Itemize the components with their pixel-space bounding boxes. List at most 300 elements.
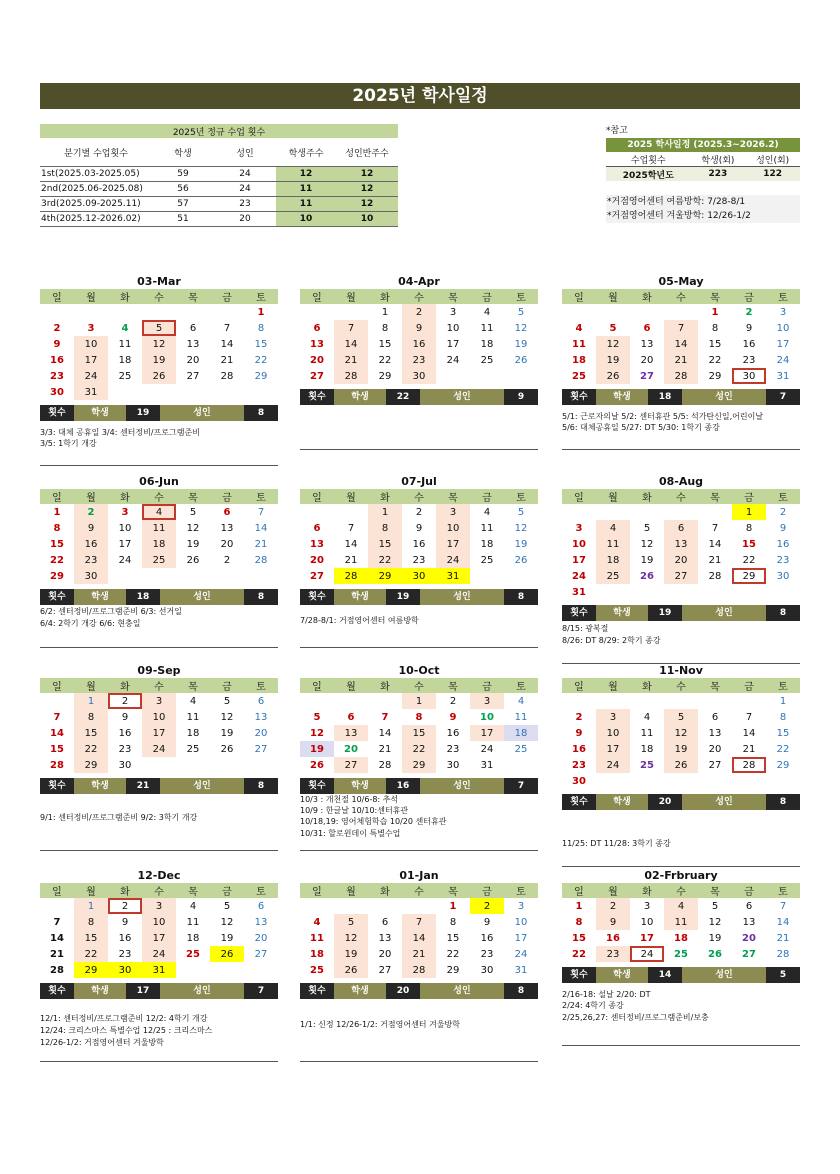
day-cell: 2: [74, 504, 108, 520]
weekday-label: 금: [732, 489, 766, 504]
day-cell: 13: [310, 538, 324, 550]
reference-label: *참고: [606, 126, 628, 136]
weekday-header-row: [562, 489, 800, 504]
day-cell: 1: [711, 306, 719, 318]
weekday-label: 월: [596, 883, 630, 898]
day-cell: 12: [142, 336, 176, 352]
section-divider: [300, 850, 538, 851]
table-cell: 10: [276, 212, 336, 227]
day-cell: 8: [449, 916, 457, 928]
day-cell: 27: [708, 759, 722, 771]
day-cell: 12: [640, 538, 654, 550]
week-row: [40, 757, 278, 773]
weekday-label: 화: [368, 883, 402, 898]
month-calendar: [562, 274, 800, 432]
month-notes: [562, 987, 800, 1045]
day-cell: 27: [310, 570, 324, 582]
weekday-label: 토: [504, 678, 538, 693]
week-row: [40, 930, 278, 946]
weekday-label: 목: [698, 678, 732, 693]
day-cell: 24: [480, 743, 494, 755]
table-cell: 10: [336, 212, 398, 227]
weekday-label: 일: [300, 489, 334, 504]
day-cell: 12: [334, 930, 368, 946]
day-cell: 5: [517, 506, 525, 518]
day-cell: 12: [596, 336, 630, 352]
empty-day-cell: [368, 898, 402, 914]
table-cell: 12: [336, 167, 398, 182]
summary-header: 성인: [236, 148, 254, 159]
student-label: 학생: [596, 605, 648, 621]
empty-day-cell: [698, 584, 732, 600]
day-cell: 8: [745, 522, 753, 534]
section-divider: [562, 449, 800, 450]
summary-header: 학생주수: [288, 148, 324, 159]
weekday-label: 일: [562, 883, 596, 898]
weekday-label: 일: [300, 883, 334, 898]
empty-day-cell: [108, 384, 142, 400]
weekday-label: 토: [504, 489, 538, 504]
day-cell: 25: [514, 743, 528, 755]
day-cell: 12: [220, 711, 234, 723]
table-cell: 11: [276, 197, 336, 212]
day-cell: 15: [50, 538, 64, 550]
adult-label: 성인: [682, 794, 766, 810]
day-cell: 11: [596, 536, 630, 552]
day-cell: 7: [745, 711, 753, 723]
student-count: 21: [126, 778, 160, 794]
day-cell: 26: [514, 554, 528, 566]
empty-day-cell: [664, 773, 698, 789]
weekday-label: 토: [244, 883, 278, 898]
event-note: 12/26-1/2: 거점영어센터 겨울방학: [40, 1038, 164, 1047]
empty-day-cell: [210, 304, 244, 320]
day-cell: 10: [74, 336, 108, 352]
day-cell: 15: [742, 538, 756, 550]
day-cell: 10: [446, 322, 460, 334]
weekday-header-row: [562, 678, 800, 693]
day-cell: 23: [118, 948, 132, 960]
empty-day-cell: [664, 584, 698, 600]
day-cell: 12: [664, 725, 698, 741]
adult-label: 성인: [160, 983, 244, 999]
reference-header: 학생(회): [701, 155, 735, 166]
day-cell: 1: [368, 504, 402, 520]
day-cell: 3: [779, 306, 787, 318]
day-cell: 6: [223, 506, 231, 518]
day-cell: 11: [640, 727, 654, 739]
month-calendar: [40, 274, 278, 448]
empty-day-cell: [176, 962, 210, 978]
weekday-label: 금: [210, 489, 244, 504]
day-cell: 14: [254, 522, 268, 534]
event-note: 10/31: 할로윈데이 특별수업: [300, 829, 401, 838]
day-cell: 22: [50, 554, 64, 566]
day-cell: 2: [108, 898, 142, 914]
week-row: [40, 898, 278, 914]
class-count-bar: [40, 778, 278, 794]
table-cell: 2nd(2025.06-2025.08): [40, 182, 152, 197]
day-cell: 26: [220, 743, 234, 755]
summary-header: 학생: [174, 148, 192, 159]
empty-day-cell: [176, 757, 210, 773]
weekday-label: 일: [300, 678, 334, 693]
day-cell: 16: [50, 354, 64, 366]
day-cell: 23: [412, 554, 426, 566]
empty-day-cell: [630, 304, 664, 320]
event-note: 9/1: 센터정비/프로그램준비 9/2: 3학기 개강: [40, 813, 198, 822]
table-cell: 12: [336, 182, 398, 197]
week-row: [562, 898, 800, 914]
day-cell: 4: [121, 322, 129, 334]
day-cell: 19: [220, 932, 234, 944]
weekday-label: 금: [732, 883, 766, 898]
weekday-label: 수: [402, 489, 436, 504]
day-cell: 13: [640, 338, 654, 350]
weekday-header-row: [300, 289, 538, 304]
week-row: [300, 552, 538, 568]
day-cell: 15: [708, 338, 722, 350]
day-cell: 20: [254, 932, 268, 944]
day-cell: 22: [74, 741, 108, 757]
month-grid: [40, 289, 278, 400]
week-row: [300, 520, 538, 536]
day-cell: 23: [446, 743, 460, 755]
table-row: [40, 167, 398, 182]
day-cell: 8: [257, 322, 265, 334]
day-cell: 6: [664, 520, 698, 536]
day-cell: 11: [664, 914, 698, 930]
month-notes: [562, 409, 800, 449]
week-row: [300, 930, 538, 946]
weekday-label: 토: [766, 289, 800, 304]
day-cell: 23: [480, 948, 494, 960]
day-cell: 1: [53, 506, 61, 518]
day-cell: 28: [776, 948, 790, 960]
day-cell: 10: [776, 322, 790, 334]
week-row: [300, 352, 538, 368]
day-cell: 27: [310, 370, 324, 382]
event-note: 6/2: 센터정비/프로그램준비 6/3: 선거일: [40, 607, 182, 616]
day-cell: 18: [480, 538, 494, 550]
day-cell: 16: [118, 932, 132, 944]
day-cell: 1: [381, 306, 389, 318]
day-cell: 7: [381, 711, 389, 723]
day-cell: 18: [596, 552, 630, 568]
day-cell: 4: [142, 504, 176, 520]
weekday-label: 토: [244, 678, 278, 693]
reference-header: 성인(회): [756, 155, 790, 166]
day-cell: 14: [50, 727, 64, 739]
week-row: [40, 352, 278, 368]
day-cell: 12: [220, 916, 234, 928]
day-cell: 18: [142, 536, 176, 552]
day-cell: 26: [334, 962, 368, 978]
day-cell: 22: [378, 354, 392, 366]
count-label: 횟수: [300, 589, 334, 605]
adult-count: 8: [244, 778, 278, 794]
day-cell: 22: [368, 552, 402, 568]
day-cell: 29: [732, 568, 766, 584]
weekday-label: 월: [74, 289, 108, 304]
weekday-label: 금: [732, 289, 766, 304]
day-cell: 16: [402, 336, 436, 352]
day-cell: 10: [572, 538, 586, 550]
day-cell: 15: [446, 932, 460, 944]
day-cell: 8: [368, 520, 402, 536]
day-cell: 3: [575, 522, 583, 534]
class-count-bar: [300, 778, 538, 794]
reference-row: [606, 167, 800, 182]
count-label: 횟수: [562, 389, 596, 405]
day-cell: 18: [640, 743, 654, 755]
day-cell: 18: [186, 932, 200, 944]
month-title: 08-Aug: [658, 475, 704, 488]
reference-cell: 122: [745, 167, 800, 182]
day-cell: 30: [402, 568, 436, 584]
weekday-label: 화: [368, 489, 402, 504]
day-cell: 14: [708, 538, 722, 550]
adult-count: 9: [504, 389, 538, 405]
day-cell: 4: [596, 520, 630, 536]
table-cell: 1st(2025.03-2025.05): [40, 167, 152, 182]
empty-day-cell: [698, 504, 732, 520]
empty-day-cell: [402, 898, 436, 914]
day-cell: 13: [220, 522, 234, 534]
month-notes: [300, 795, 538, 850]
day-cell: 11: [142, 520, 176, 536]
reference-note: *거점영어센터 겨울방학: 12/26-1/2: [606, 209, 800, 223]
week-row: [562, 584, 800, 600]
weekday-label: 일: [562, 289, 596, 304]
empty-day-cell: [244, 568, 278, 584]
week-row: [300, 725, 538, 741]
empty-day-cell: [334, 898, 368, 914]
section-divider: [300, 647, 538, 648]
student-label: 학생: [334, 589, 386, 605]
day-cell: 30: [402, 368, 436, 384]
week-row: [562, 552, 800, 568]
month-calendar: [562, 868, 800, 1022]
weekday-header-row: [562, 289, 800, 304]
day-cell: 3: [142, 693, 176, 709]
day-cell: 15: [402, 725, 436, 741]
day-cell: 13: [310, 338, 324, 350]
adult-label: 성인: [420, 778, 504, 794]
day-cell: 16: [74, 536, 108, 552]
class-count-bar: [300, 589, 538, 605]
week-row: [300, 536, 538, 552]
day-cell: 5: [711, 900, 719, 912]
table-cell: 4th(2025.12-2026.02): [40, 212, 152, 227]
day-cell: 25: [142, 552, 176, 568]
day-cell: 17: [776, 338, 790, 350]
day-cell: 28: [50, 759, 64, 771]
day-cell: 29: [74, 757, 108, 773]
day-cell: 4: [483, 306, 491, 318]
day-cell: 27: [742, 948, 756, 960]
day-cell: 5: [643, 522, 651, 534]
empty-day-cell: [210, 384, 244, 400]
day-cell: 2: [470, 898, 504, 914]
day-cell: 17: [514, 932, 528, 944]
day-cell: 15: [368, 536, 402, 552]
week-row: [562, 304, 800, 320]
weekday-label: 목: [176, 678, 210, 693]
day-cell: 16: [412, 538, 426, 550]
week-row: [40, 568, 278, 584]
empty-day-cell: [596, 693, 630, 709]
week-row: [300, 946, 538, 962]
week-row: [40, 320, 278, 336]
empty-day-cell: [562, 693, 596, 709]
empty-day-cell: [630, 584, 664, 600]
weekday-label: 화: [630, 678, 664, 693]
month-calendar: [300, 663, 538, 838]
event-note: 10/18,19: 영어체험학습 10/20 센터휴관: [300, 817, 447, 826]
day-cell: 28: [50, 964, 64, 976]
weekday-label: 토: [504, 883, 538, 898]
weekday-label: 목: [698, 289, 732, 304]
day-cell: 2: [108, 693, 142, 709]
empty-day-cell: [504, 568, 538, 584]
adult-count: 7: [504, 778, 538, 794]
day-cell: 1: [74, 693, 108, 709]
table-cell: 12: [336, 197, 398, 212]
day-cell: 27: [664, 568, 698, 584]
month-grid: [562, 489, 800, 600]
day-cell: 19: [300, 741, 334, 757]
day-cell: 31: [142, 962, 176, 978]
day-cell: 7: [664, 320, 698, 336]
day-cell: 8: [381, 322, 389, 334]
day-cell: 29: [74, 962, 108, 978]
student-label: 학생: [74, 589, 126, 605]
day-cell: 26: [210, 946, 244, 962]
day-cell: 29: [50, 570, 64, 582]
weekday-label: 월: [334, 678, 368, 693]
month-calendar: [40, 868, 278, 1047]
day-cell: 30: [572, 775, 586, 787]
empty-day-cell: [40, 693, 74, 709]
empty-day-cell: [142, 568, 176, 584]
weekday-label: 월: [74, 678, 108, 693]
day-cell: 19: [596, 352, 630, 368]
day-cell: 9: [596, 914, 630, 930]
empty-day-cell: [562, 504, 596, 520]
day-cell: 6: [347, 711, 355, 723]
day-cell: 16: [776, 538, 790, 550]
weekday-label: 화: [630, 883, 664, 898]
table-cell: 23: [214, 197, 276, 212]
day-cell: 30: [74, 568, 108, 584]
month-title: 11-Nov: [659, 664, 703, 677]
day-cell: 28: [732, 757, 766, 773]
day-cell: 2: [415, 506, 423, 518]
day-cell: 26: [186, 554, 200, 566]
empty-day-cell: [176, 304, 210, 320]
reference-box: [606, 124, 800, 223]
day-cell: 2: [575, 711, 583, 723]
empty-day-cell: [504, 368, 538, 384]
class-count-bar: [562, 967, 800, 983]
day-cell: 19: [708, 932, 722, 944]
week-row: [300, 368, 538, 384]
day-cell: 16: [118, 727, 132, 739]
day-cell: 30: [50, 386, 64, 398]
summary-caption: 2025년 정규 수업 횟수: [40, 124, 398, 138]
weekday-label: 금: [210, 289, 244, 304]
day-cell: 8: [53, 522, 61, 534]
day-cell: 24: [596, 757, 630, 773]
weekday-label: 금: [732, 678, 766, 693]
table-cell: 57: [152, 197, 214, 212]
week-row: [40, 962, 278, 978]
adult-count: 8: [244, 589, 278, 605]
weekday-label: 수: [402, 678, 436, 693]
class-count-bar: [40, 589, 278, 605]
day-cell: 31: [480, 759, 494, 771]
day-cell: 7: [347, 522, 355, 534]
empty-day-cell: [436, 368, 470, 384]
month-grid: [562, 883, 800, 962]
weekday-label: 월: [334, 883, 368, 898]
day-cell: 7: [402, 914, 436, 930]
weekday-label: 월: [596, 678, 630, 693]
day-cell: 18: [186, 727, 200, 739]
weekday-label: 화: [108, 489, 142, 504]
day-cell: 9: [121, 711, 129, 723]
event-note: 12/1: 센터정비/프로그램준비 12/2: 4학기 개강: [40, 1014, 208, 1023]
day-cell: 24: [776, 354, 790, 366]
day-cell: 20: [708, 743, 722, 755]
summary-header-row: [40, 138, 398, 167]
empty-day-cell: [74, 304, 108, 320]
day-cell: 6: [189, 322, 197, 334]
adult-label: 성인: [160, 778, 244, 794]
day-cell: 25: [480, 554, 494, 566]
day-cell: 5: [609, 322, 617, 334]
event-note: 1/1: 신정 12/26-1/2: 거점영어센터 겨울방학: [300, 1020, 460, 1029]
empty-day-cell: [698, 773, 732, 789]
empty-day-cell: [596, 773, 630, 789]
count-label: 횟수: [40, 589, 74, 605]
reference-title: 2025 학사일정 (2025.3~2026.2): [606, 138, 800, 152]
day-cell: 6: [711, 711, 719, 723]
day-cell: 5: [189, 506, 197, 518]
week-row: [40, 504, 278, 520]
empty-day-cell: [664, 693, 698, 709]
weekday-label: 금: [210, 883, 244, 898]
weekday-label: 수: [142, 489, 176, 504]
day-cell: 12: [514, 522, 528, 534]
day-cell: 13: [664, 536, 698, 552]
event-note: 2/24: 4학기 종강: [562, 1001, 624, 1010]
month-title: 07-Jul: [401, 475, 437, 488]
day-cell: 14: [402, 930, 436, 946]
day-cell: 1: [449, 900, 457, 912]
day-cell: 7: [257, 506, 265, 518]
empty-day-cell: [504, 757, 538, 773]
empty-day-cell: [176, 568, 210, 584]
month-notes: [562, 625, 800, 663]
day-cell: 7: [53, 916, 61, 928]
weekday-label: 금: [470, 678, 504, 693]
student-count: 19: [648, 605, 682, 621]
month-grid: [40, 489, 278, 584]
weekday-label: 토: [244, 289, 278, 304]
week-row: [562, 352, 800, 368]
